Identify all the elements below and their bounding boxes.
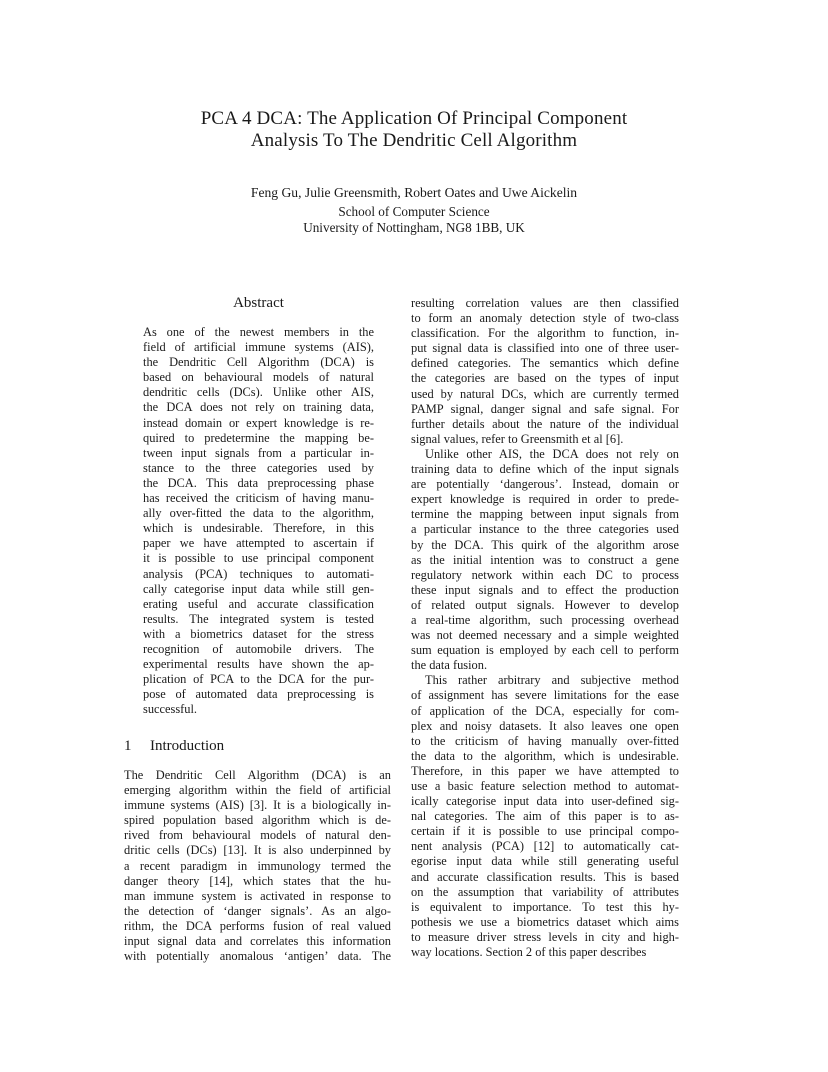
text-line: the categories are based on the types of input [411, 371, 679, 386]
text-line: Therefore, in this paper we have attempted to [411, 763, 679, 778]
text-line: are potentially ‘dangerous’. Instead, domain or [411, 477, 679, 492]
text-line: expert knowledge is required in order to prede- [411, 492, 679, 507]
text-line: training data to define which of the input signals [411, 462, 679, 477]
text-line: of assignment has severe limitations for the ease [411, 688, 679, 703]
text-line: successful. [143, 702, 198, 717]
text-line: the DCA. This data preprocessing phase [143, 475, 374, 490]
text-line: danger theory [14], which states that the hu- [124, 873, 391, 888]
text-line: The Dendritic Cell Algorithm (DCA) is an [124, 768, 391, 782]
intro-left-column [124, 768, 391, 964]
text-line: ally over-fitted the data to the algorithm, [143, 506, 374, 521]
text-line: was not deemed necessary and a simple weighted [411, 628, 679, 643]
text-line: emerging algorithm within the field of artificial [124, 783, 391, 798]
text-line: on the assumption that variability of attributes [411, 884, 679, 899]
text-line: further details about the nature of the individual [411, 416, 679, 431]
title-line: Analysis To The Dendritic Cell Algorithm [250, 130, 578, 151]
section-title: Introduction [150, 738, 225, 754]
text-line: it is possible to use principal component [143, 551, 374, 566]
text-line: plex and noisy datasets. It also leaves one open [411, 718, 679, 733]
text-line: signal values, refer to Greensmith et al [6]. [411, 431, 624, 446]
text-line: nal categories. The aim of this paper is to as- [411, 809, 679, 824]
text-line: which is undesirable. Therefore, in this [143, 521, 374, 536]
text-line: dritic cells (DCs) [13]. It is also underpinned by [124, 843, 391, 858]
text-line: a recent paradigm in immunology termed the [124, 858, 391, 873]
text-line: a real-time algorithm, such processing overhead [411, 612, 679, 627]
text-line: results. The integrated system is tested [143, 611, 374, 626]
title-line: PCA 4 DCA: The Application Of Principal Component [200, 108, 628, 129]
text-line: with potentially anomalous ‘antigen’ data. The [124, 949, 391, 964]
text-line: to measure driver stress levels in city and high- [411, 929, 679, 944]
text-line: based on behavioural models of natural [143, 370, 374, 385]
affiliation-university: University of Nottingham, NG8 1BB, UK [303, 219, 525, 235]
abstract-body [143, 325, 374, 717]
text-line: recognition of automobile drivers. The [143, 641, 374, 656]
text-line: certain if it is possible to use principal compo- [411, 824, 679, 839]
text-line: erating useful and accurate classification [143, 596, 374, 611]
text-line: regulatory network within each DC to process [411, 567, 679, 582]
text-line: nent analysis (PCA) [12] to automatically cat- [411, 839, 679, 854]
section-heading [124, 737, 224, 755]
author-names: Feng Gu, Julie Greensmith, Robert Oates and Uwe Aickelin [250, 185, 578, 200]
text-line: egorise input data while still generating useful [411, 854, 679, 869]
text-line: sum equation is employed by each cell to perform [411, 643, 679, 658]
text-line: termine the mapping between input signals from [411, 507, 679, 522]
text-line: these input signals and to effect the production [411, 582, 679, 597]
text-line: quired to predetermine the mapping be- [143, 430, 374, 445]
text-line: immune systems (AIS) [3]. It is a biologically in- [124, 798, 391, 813]
text-line: ically categorise input data into user-defined sig- [411, 794, 679, 809]
text-line: has received the criticism of having manu- [143, 491, 374, 506]
text-line: rithm, the DCA performs fusion of real valued [124, 918, 391, 933]
text-line: the data fusion. [411, 658, 488, 673]
text-line: Unlike other AIS, the DCA does not rely on [425, 446, 679, 461]
text-line: the data to the algorithm, which is undesirable. [411, 748, 679, 763]
text-line: the DCA does not rely on training data, [143, 400, 374, 415]
section-number: 1 [124, 738, 132, 754]
paper-title [0, 108, 828, 152]
affiliation-school: School of Computer Science [338, 204, 490, 219]
text-line: to form an anomaly detection style of two-class [411, 311, 679, 326]
text-line: pose of automated data preprocessing is [143, 687, 374, 702]
text-line: to the criticism of having manually over-fitted [411, 733, 679, 748]
text-line: as the initial intention was to construct a gene [411, 552, 679, 567]
text-line: field of artificial immune systems (AIS), [143, 340, 374, 355]
abstract-heading: Abstract [233, 295, 284, 311]
text-line: cally categorise input data while still gen- [143, 581, 374, 596]
text-line: paper we have attempted to ascertain if [143, 536, 374, 551]
text-line: analysis (PCA) techniques to automati- [143, 566, 374, 581]
text-line: way locations. Section 2 of this paper describes [411, 945, 647, 960]
text-line: with a biometrics dataset for the stress [143, 626, 374, 641]
text-line: by the DCA. This quirk of the algorithm arose [411, 537, 679, 552]
text-line: stance to the three categories used by [143, 460, 374, 475]
text-line: resulting correlation values are then classified [411, 296, 679, 310]
text-line: experimental results have shown the ap- [143, 657, 374, 672]
text-line: use a basic feature selection method to automat- [411, 779, 679, 793]
text-line: As one of the newest members in the [143, 325, 374, 339]
text-line: man immune system is activated in response to [124, 888, 391, 903]
text-line: put signal data is classified into one of three user- [411, 341, 679, 356]
text-line: tween input signals from a particular in- [143, 445, 374, 460]
text-line: is equivalent to importance. To test this hy- [411, 899, 679, 914]
text-line: spired population based algorithm which is de- [124, 813, 391, 828]
intro-right-column [411, 296, 679, 960]
text-line: PAMP signal, danger signal and safe signal. For [411, 401, 679, 416]
text-line: dendritic cells (DCs). Unlike other AIS, [143, 385, 374, 400]
text-line: the Dendritic Cell Algorithm (DCA) is [143, 355, 374, 370]
text-line: the detection of ‘danger signals’. As an algo- [124, 903, 391, 918]
text-line: and accurate classification results. This is based [411, 869, 679, 884]
text-line: of application of the DCA, especially for com- [411, 703, 679, 718]
text-line: This rather arbitrary and subjective method [425, 673, 679, 688]
text-line: a particular instance to the three categories used [411, 522, 679, 537]
text-line: rived from behavioural models of natural den- [124, 828, 391, 843]
text-line: used by natural DCs, which are currently termed [411, 386, 679, 401]
text-line: plication of PCA to the DCA for the pur- [143, 672, 374, 687]
text-line: instead domain or expert knowledge is re- [143, 415, 374, 430]
text-line: of related output signals. However to develop [411, 597, 679, 612]
text-line: classification. For the algorithm to function, in- [411, 326, 679, 341]
author-block [0, 185, 828, 235]
text-line: input signal data and correlates this information [124, 934, 391, 949]
text-line: pothesis we use a biometrics dataset which aims [411, 914, 679, 929]
text-line: defined categories. The semantics which define [411, 356, 679, 371]
